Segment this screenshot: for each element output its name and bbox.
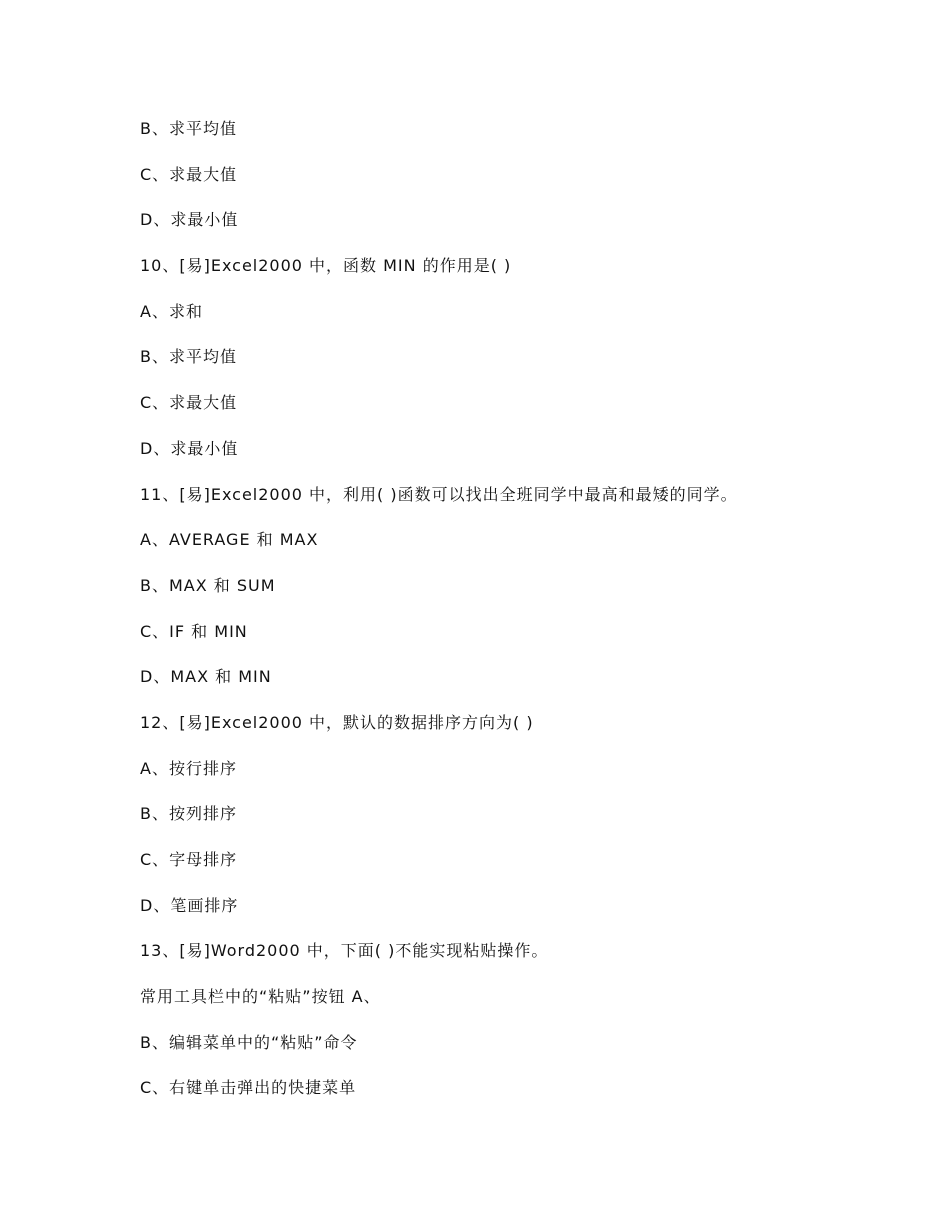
- option-line: C、求最大值: [140, 164, 238, 184]
- document-text: [140, 117, 900, 1122]
- option-line: B、编辑菜单中的“粘贴”命令: [140, 1032, 358, 1052]
- question-line: 12、[易]Excel2000 中，默认的数据排序方向为( ): [140, 712, 534, 732]
- question-line: 13、[易]Word2000 中，下面( )不能实现粘贴操作。: [140, 941, 549, 961]
- option-line: B、按列排序: [140, 804, 237, 824]
- question-line: 11、[易]Excel2000 中，利用( )函数可以找出全班同学中最高和最矮的同学。: [140, 484, 738, 504]
- option-line: C、右键单击弹出的快捷菜单: [140, 1078, 357, 1098]
- option-line: A、按行排序: [140, 758, 237, 778]
- option-line: C、字母排序: [140, 850, 238, 869]
- option-line: A、求和: [140, 301, 203, 321]
- option-line: B、求平均值: [140, 347, 237, 367]
- option-line: D、求最小值: [140, 210, 239, 230]
- option-line: D、笔画排序: [140, 895, 239, 915]
- option-line: B、MAX 和 SUM: [140, 575, 276, 595]
- option-line: D、MAX 和 MIN: [140, 667, 272, 687]
- option-line: C、求最大值: [140, 393, 238, 413]
- option-line: C、IF 和 MIN: [140, 621, 248, 641]
- option-line: 常用工具栏中的“粘贴”按钮 A、: [140, 987, 381, 1007]
- option-line: A、AVERAGE 和 MAX: [140, 530, 319, 550]
- option-line: B、求平均值: [140, 119, 237, 138]
- question-line: 10、[易]Excel2000 中，函数 MIN 的作用是( ): [140, 256, 512, 276]
- option-line: D、求最小值: [140, 438, 239, 458]
